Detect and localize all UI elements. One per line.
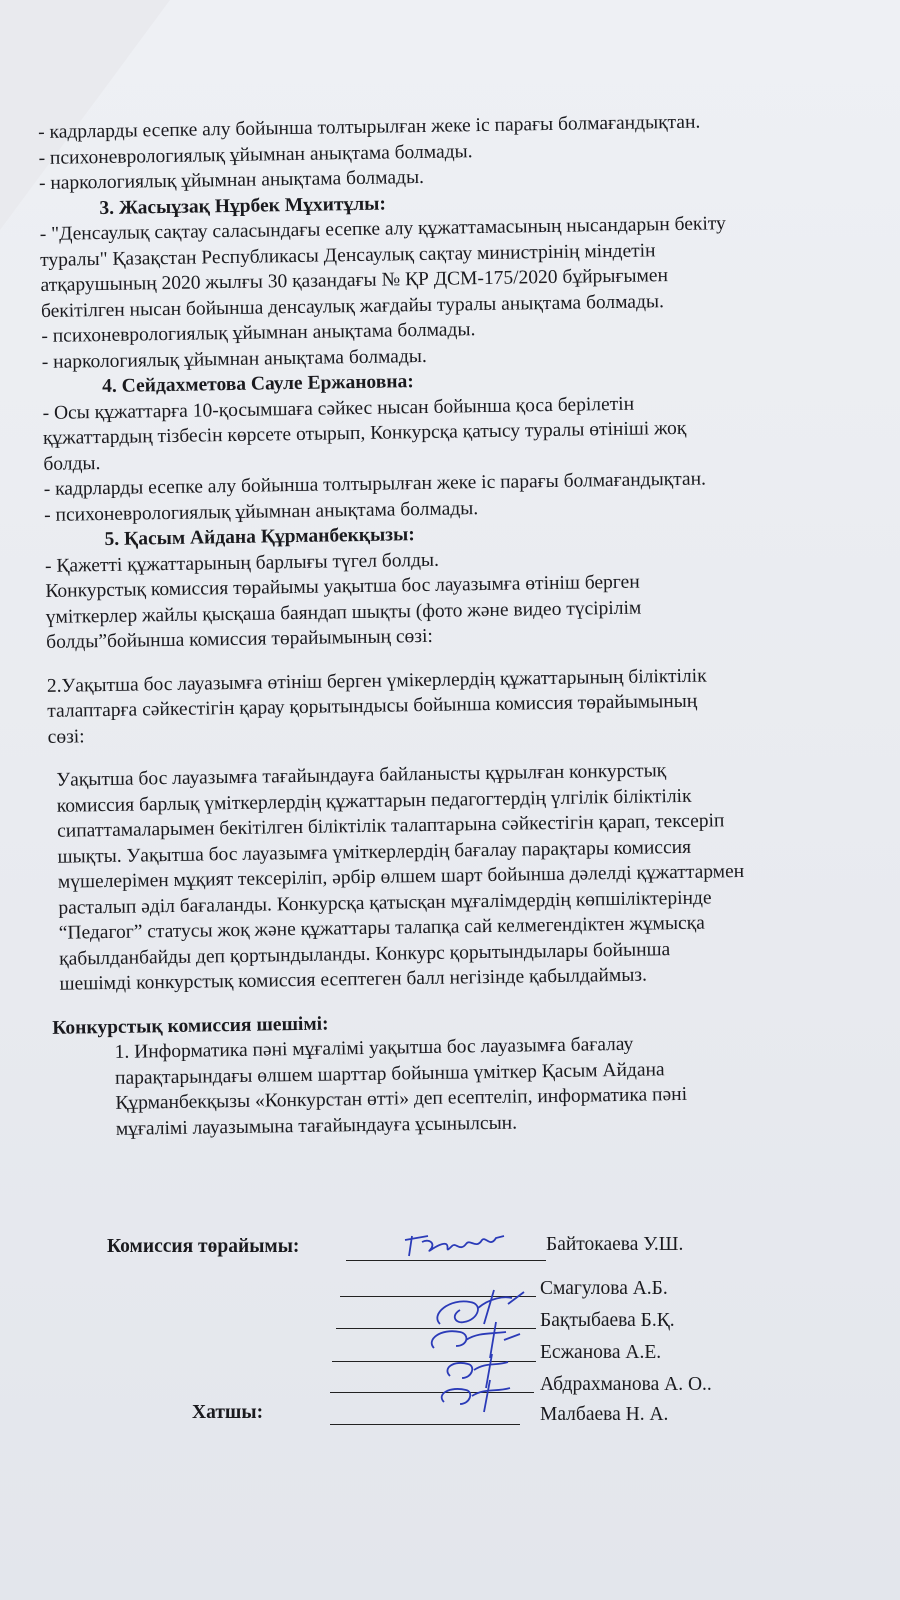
- decision-line: парақтарындағы өлшем шарттар бойынша үміткер Қасым Айдана: [114, 1058, 665, 1089]
- candidate-heading: 5. Қасым Айдана Құрманбекқызы:: [104, 524, 415, 551]
- text-line: қабылданбайды деп қортындыланды. Конкурс қорытындылары бойынша: [59, 938, 671, 970]
- candidate-heading: 4. Сейдахметова Сауле Ержановна:: [102, 371, 414, 398]
- secretary-label: Хатшы:: [192, 1402, 264, 1423]
- text-line: бекітілген нысан бойынша денсаулық жағдайы туралы анықтама болмады.: [40, 290, 665, 322]
- document-body: [38, 107, 900, 1143]
- text-line: үміткерлер жайлы қысқаша баяндап шықты (фото және видео түсірілім: [45, 597, 642, 628]
- text-line: - Осы құжаттарға 10-қосымшаға сәйкес нысан бойынша қоса берілетін: [42, 393, 635, 424]
- text-line: - психоневрологиялық ұйымнан анықтама болмады.: [38, 140, 473, 169]
- member-name: Бақтыбаева Б.Қ.: [540, 1310, 675, 1331]
- text-line: сөзі:: [47, 725, 85, 748]
- decision-line: Құрманбекқызы «Конкурстан өтті» деп есептеліп, информатика пәні: [115, 1083, 688, 1114]
- chair-signature: [400, 1228, 510, 1262]
- text-line: шешімді конкурстық комиссия есептеген балл негізінде қабылдаймыз.: [59, 964, 648, 995]
- text-line: талаптарға сәйкестігін қарау қорытындысы бойынша комиссия төрайымының: [47, 690, 698, 722]
- text-line: “Педагог” статусы жоқ және құжаттары талапқа сай келмегендіктен жұмысқа: [58, 912, 705, 944]
- text-line: Конкурстық комиссия төрайымы уақытша бос лауазымға өтініш берген: [45, 571, 640, 602]
- text-line: - кадрларды есепке алу бойынша толтырылған жеке іс парағы болмағандықтан.: [43, 468, 707, 500]
- text-line: Уақытша бос лауазымға тағайындауға байланысты құрылған конкурстық: [56, 760, 667, 791]
- text-line: болды”бойынша комиссия төрайымының сөзі:: [46, 625, 434, 653]
- member-signatures: [420, 1284, 540, 1414]
- text-line: сипаттамаларымен бекітілген біліктілік талаптарына сәйкестігін қарап, тексеріп: [57, 810, 725, 842]
- text-line: - Қажетті құжаттарының барлығы түгел болды.: [44, 549, 440, 577]
- text-line: - "Денсаулық сақтау саласындағы есепке алу құжаттамасының нысандарын бекіту: [39, 213, 726, 245]
- text-line: 2.Уақытша бос лауазымға өтініш берген үмікерлердің құжаттарының біліктілік: [46, 665, 707, 697]
- decision-line: мұғалімі лауазымына тағайындауға ұсынылсын.: [115, 1112, 518, 1140]
- secretary-name: Малбаева Н. А.: [540, 1404, 669, 1425]
- member-name: Абдрахманова А. О..: [540, 1374, 712, 1395]
- text-line: расталып әділ бағаланды. Конкурсқа қатысқан мұғалімдердің көпшіліктерінде: [58, 887, 712, 919]
- member-name: Есжанова А.Е.: [540, 1342, 662, 1363]
- decision-line: 1. Информатика пәні мұғалімі уақытша бос лауазымға бағалау: [114, 1033, 634, 1063]
- text-line: шықты. Уақытша бос лауазымға үміткерлердің бағалау парақтары комиссия: [57, 836, 692, 868]
- text-line: - кадрларды есепке алу бойынша толтырылған жеке іс парағы болмағандықтан.: [38, 111, 701, 143]
- member-name: Смагулова А.Б.: [540, 1278, 668, 1299]
- candidate-heading: 3. Жасыұзақ Нұрбек Мұхитұлы:: [99, 193, 387, 219]
- text-line: атқарушының 2020 жылғы 30 қазандағы № ҚР ДСМ-175/2020 бұйрығымен: [40, 265, 669, 296]
- text-line: мүшелерімен мұқият тексеріліп, әрбір өлшем шарт бойынша дәлелді құжаттармен: [57, 861, 745, 893]
- decision-heading: Конкурстық комиссия шешімі:: [52, 1013, 329, 1039]
- secretary-signature-line: [330, 1404, 520, 1425]
- text-line: туралы" Қазақстан Республикасы Денсаулық сақтау министрінің міндетін: [40, 239, 656, 271]
- text-line: комиссия барлық үміткерлердің құжаттарын педагогтердің үлгілік біліктілік: [56, 785, 692, 817]
- text-line: - психоневрологиялық ұйымнан анықтама болмады.: [41, 319, 476, 347]
- text-line: құжаттардың тізбесін көрсете отырып, Конкурсқа қатысу туралы өтініші жоқ: [42, 417, 687, 449]
- text-line: болды.: [43, 452, 101, 475]
- text-line: - наркологиялық ұйымнан анықтама болмады.: [38, 166, 425, 194]
- text-line: - наркологиялық ұйымнан анықтама болмады.: [41, 345, 427, 373]
- text-line: - психоневрологиялық ұйымнан анықтама болмады.: [44, 497, 479, 526]
- chair-label: Комиссия төрайымы:: [107, 1236, 300, 1257]
- chair-name: Байтокаева У.Ш.: [546, 1234, 684, 1255]
